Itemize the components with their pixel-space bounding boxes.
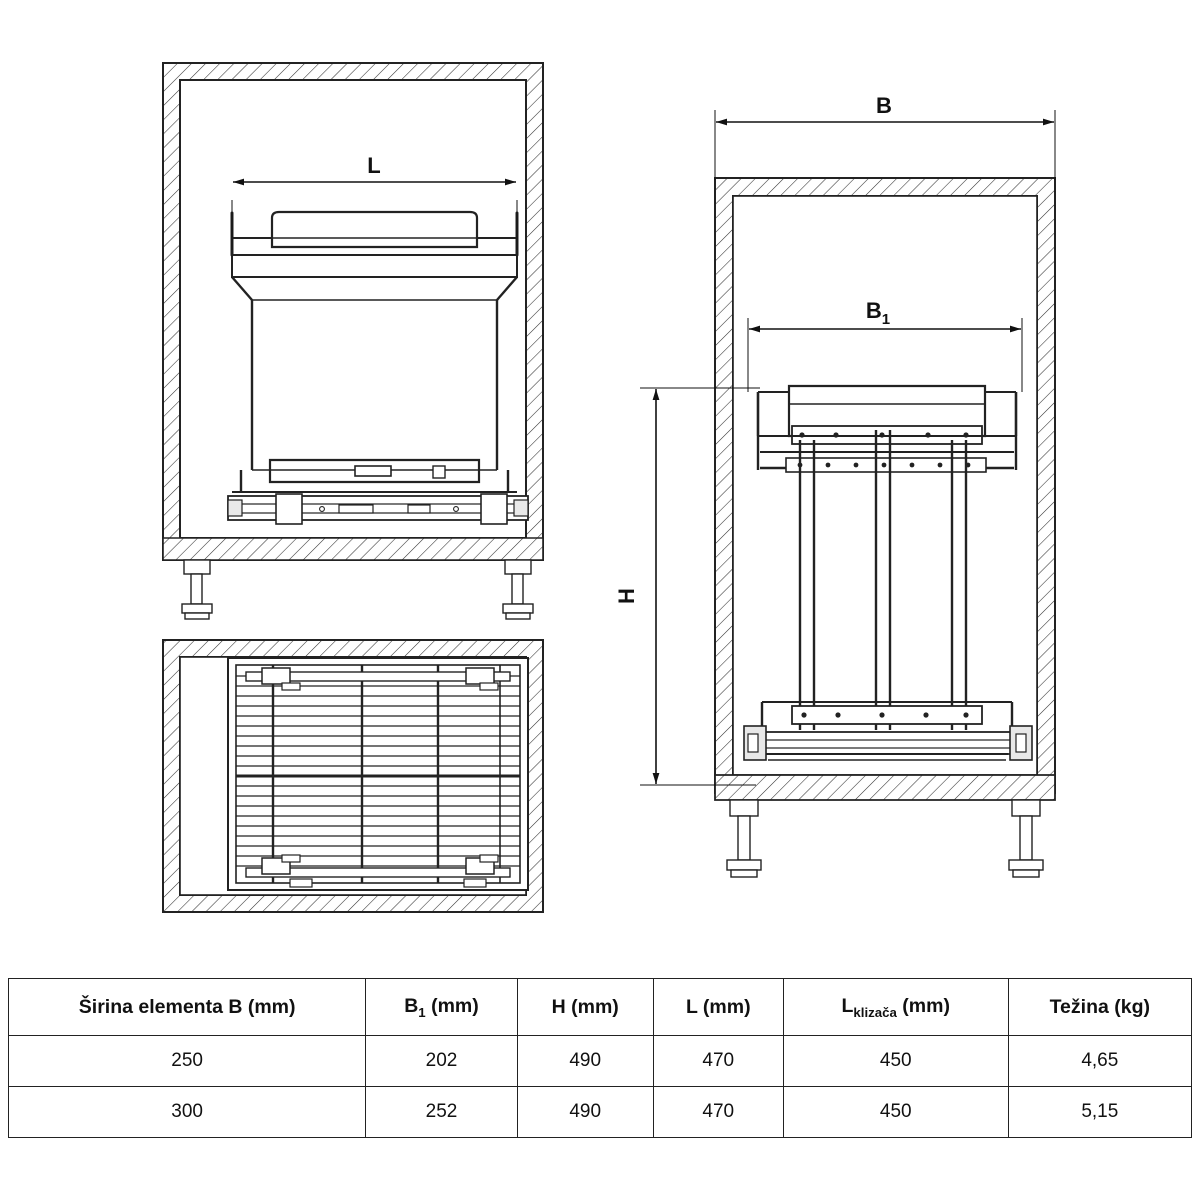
cell-l-klizaca: 450 [783, 1087, 1008, 1138]
cell-h: 490 [517, 1087, 653, 1138]
header-width-element: Širina elementa B (mm) [9, 979, 366, 1036]
cell-weight: 4,65 [1008, 1036, 1191, 1087]
dimension-B [715, 93, 1055, 180]
drawer-slide-front [228, 494, 528, 524]
cabinet-leg-right-side [1009, 800, 1043, 877]
cell-b1: 252 [366, 1087, 517, 1138]
header-b1: $B_1$ (mm) [366, 979, 517, 1036]
cell-width-element: 250 [9, 1036, 366, 1087]
specification-table [8, 978, 1192, 1138]
front-view [163, 63, 543, 619]
cell-l: 470 [653, 1087, 783, 1138]
table-row [9, 1087, 1192, 1138]
label-L: L [367, 153, 381, 178]
table-row [9, 1036, 1192, 1087]
cell-l-klizaca: 450 [783, 1036, 1008, 1087]
plan-view [163, 640, 543, 912]
cell-b1: 202 [366, 1036, 517, 1087]
cell-weight: 5,15 [1008, 1087, 1191, 1138]
label-B1: $B_1$ [865, 298, 891, 328]
cell-h: 490 [517, 1036, 653, 1087]
side-view [614, 93, 1055, 877]
basket-side-upper [758, 386, 1016, 472]
cell-l: 470 [653, 1036, 783, 1087]
header-l-klizaca: $L_{klizača}$ (mm) [783, 979, 1008, 1036]
header-l: L (mm) [653, 979, 783, 1036]
cabinet-leg-right [503, 560, 533, 619]
header-h: H (mm) [517, 979, 653, 1036]
cabinet-leg-left-side [727, 800, 761, 877]
label-H: H [614, 588, 639, 604]
cabinet-leg-left [182, 560, 212, 619]
header-weight: Težina (kg) [1008, 979, 1191, 1036]
cell-width-element: 300 [9, 1087, 366, 1138]
table-header-row [9, 979, 1192, 1036]
basket-plan-grid [228, 658, 528, 890]
label-B: B [876, 93, 892, 118]
